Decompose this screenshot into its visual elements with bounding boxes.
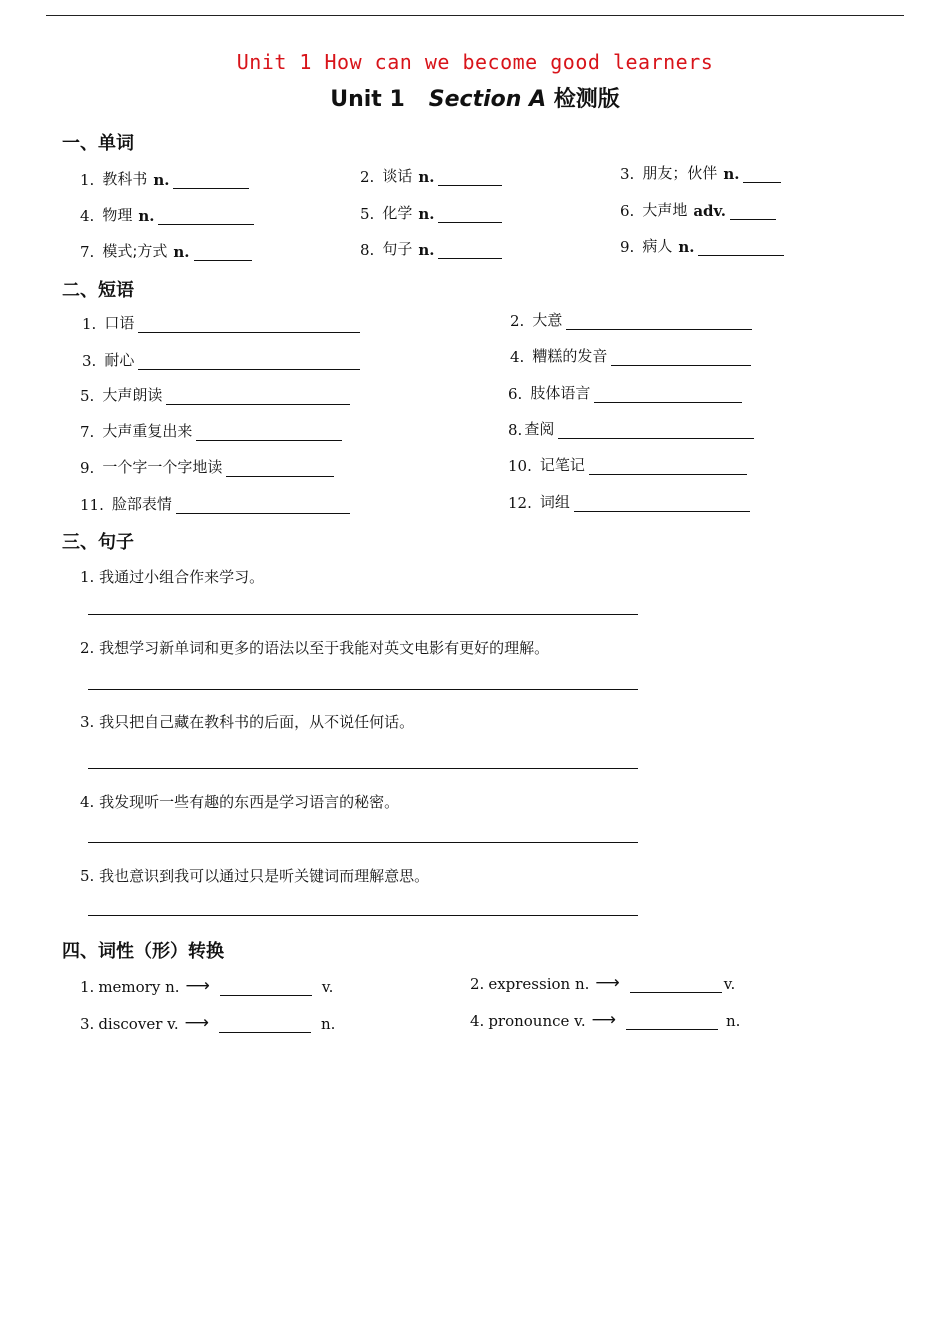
answer-line[interactable] bbox=[88, 842, 638, 843]
answer-blank[interactable] bbox=[594, 388, 742, 403]
word-item: 5. 化学 n. bbox=[360, 202, 502, 223]
word-item: 8. 句子 n. bbox=[360, 238, 502, 259]
phrase-item: 3. 耐心 bbox=[82, 349, 360, 370]
conversion-item: 1. memory n. ⟶ v. bbox=[80, 976, 334, 996]
phrase-item: 1. 口语 bbox=[82, 312, 360, 333]
unit-title: Unit 1 How can we become good learners bbox=[236, 50, 714, 74]
conversion-item: 2. expression n. ⟶ v. bbox=[470, 973, 736, 993]
arrow-right-icon: ⟶ bbox=[184, 1013, 209, 1033]
word-item: 7. 模式;方式 n. bbox=[80, 240, 252, 261]
section-heading-words: 一、单词 bbox=[62, 133, 134, 154]
answer-blank[interactable] bbox=[173, 174, 249, 189]
answer-blank[interactable] bbox=[438, 244, 502, 259]
sentence-prompt: 5. 我也意识到我可以通过只是听关键词而理解意思。 bbox=[80, 867, 430, 885]
word-item: 9. 病人 n. bbox=[620, 235, 784, 256]
answer-blank[interactable] bbox=[698, 241, 784, 256]
section-heading-phrases: 二、短语 bbox=[62, 280, 134, 301]
answer-blank[interactable] bbox=[138, 355, 360, 370]
answer-blank[interactable] bbox=[196, 426, 342, 441]
unit-label: Unit 1 bbox=[330, 87, 405, 112]
answer-blank[interactable] bbox=[730, 205, 776, 220]
section-label: Section A bbox=[428, 87, 547, 112]
answer-blank[interactable] bbox=[743, 168, 781, 183]
answer-blank[interactable] bbox=[626, 1015, 718, 1030]
answer-blank[interactable] bbox=[611, 351, 751, 366]
answer-blank[interactable] bbox=[630, 978, 722, 993]
conversion-item: 4. pronounce v. ⟶ n. bbox=[470, 1010, 741, 1030]
top-rule bbox=[46, 15, 904, 16]
phrase-item: 6. 肢体语言 bbox=[508, 382, 742, 403]
answer-blank[interactable] bbox=[566, 315, 752, 330]
arrow-right-icon: ⟶ bbox=[595, 973, 620, 993]
answer-blank[interactable] bbox=[158, 210, 254, 225]
answer-blank[interactable] bbox=[194, 246, 252, 261]
conversion-item: 3. discover v. ⟶ n. bbox=[80, 1013, 336, 1033]
answer-blank[interactable] bbox=[438, 208, 502, 223]
phrase-item: 12. 词组 bbox=[508, 491, 750, 512]
answer-blank[interactable] bbox=[166, 390, 350, 405]
test-label: 检测版 bbox=[553, 87, 620, 112]
section-heading-sentences: 三、句子 bbox=[62, 532, 134, 553]
arrow-right-icon: ⟶ bbox=[185, 976, 210, 996]
sentence-prompt: 4. 我发现听一些有趣的东西是学习语言的秘密。 bbox=[80, 793, 400, 811]
answer-blank[interactable] bbox=[220, 981, 312, 996]
answer-line[interactable] bbox=[88, 768, 638, 769]
phrase-item: 2. 大意 bbox=[510, 309, 752, 330]
sentence-prompt: 2. 我想学习新单词和更多的语法以至于我能对英文电影有更好的理解。 bbox=[80, 639, 550, 657]
arrow-right-icon: ⟶ bbox=[591, 1010, 617, 1030]
word-item: 1. 教科书 n. bbox=[80, 168, 249, 189]
phrase-item: 10. 记笔记 bbox=[508, 454, 747, 475]
word-item: 4. 物理 n. bbox=[80, 204, 254, 225]
phrase-item: 8. 查阅 bbox=[508, 418, 754, 439]
answer-blank[interactable] bbox=[574, 497, 750, 512]
answer-line[interactable] bbox=[88, 915, 638, 916]
answer-blank[interactable] bbox=[226, 462, 334, 477]
phrase-item: 9. 一个字一个字地读 bbox=[80, 456, 334, 477]
phrase-item: 5. 大声朗读 bbox=[80, 384, 350, 405]
section-heading-conversion: 四、词性（形）转换 bbox=[62, 941, 224, 962]
answer-blank[interactable] bbox=[138, 318, 360, 333]
phrase-item: 11. 脸部表情 bbox=[80, 493, 350, 514]
phrase-item: 4. 糟糕的发音 bbox=[510, 345, 751, 366]
answer-blank[interactable] bbox=[219, 1018, 311, 1033]
word-item: 3. 朋友；伙伴 n. bbox=[620, 162, 781, 183]
phrase-item: 7. 大声重复出来 bbox=[80, 420, 342, 441]
word-item: 6. 大声地 adv. bbox=[620, 199, 776, 220]
answer-blank[interactable] bbox=[558, 424, 754, 439]
answer-blank[interactable] bbox=[176, 499, 350, 514]
section-title bbox=[0, 82, 950, 113]
answer-blank[interactable] bbox=[438, 171, 502, 186]
word-item: 2. 谈话 n. bbox=[360, 165, 502, 186]
sentence-prompt: 1. 我通过小组合作来学习。 bbox=[80, 568, 265, 586]
sentence-prompt: 3. 我只把自己藏在教科书的后面，从不说任何话。 bbox=[80, 713, 415, 731]
answer-line[interactable] bbox=[88, 614, 638, 615]
answer-blank[interactable] bbox=[589, 460, 747, 475]
answer-line[interactable] bbox=[88, 689, 638, 690]
